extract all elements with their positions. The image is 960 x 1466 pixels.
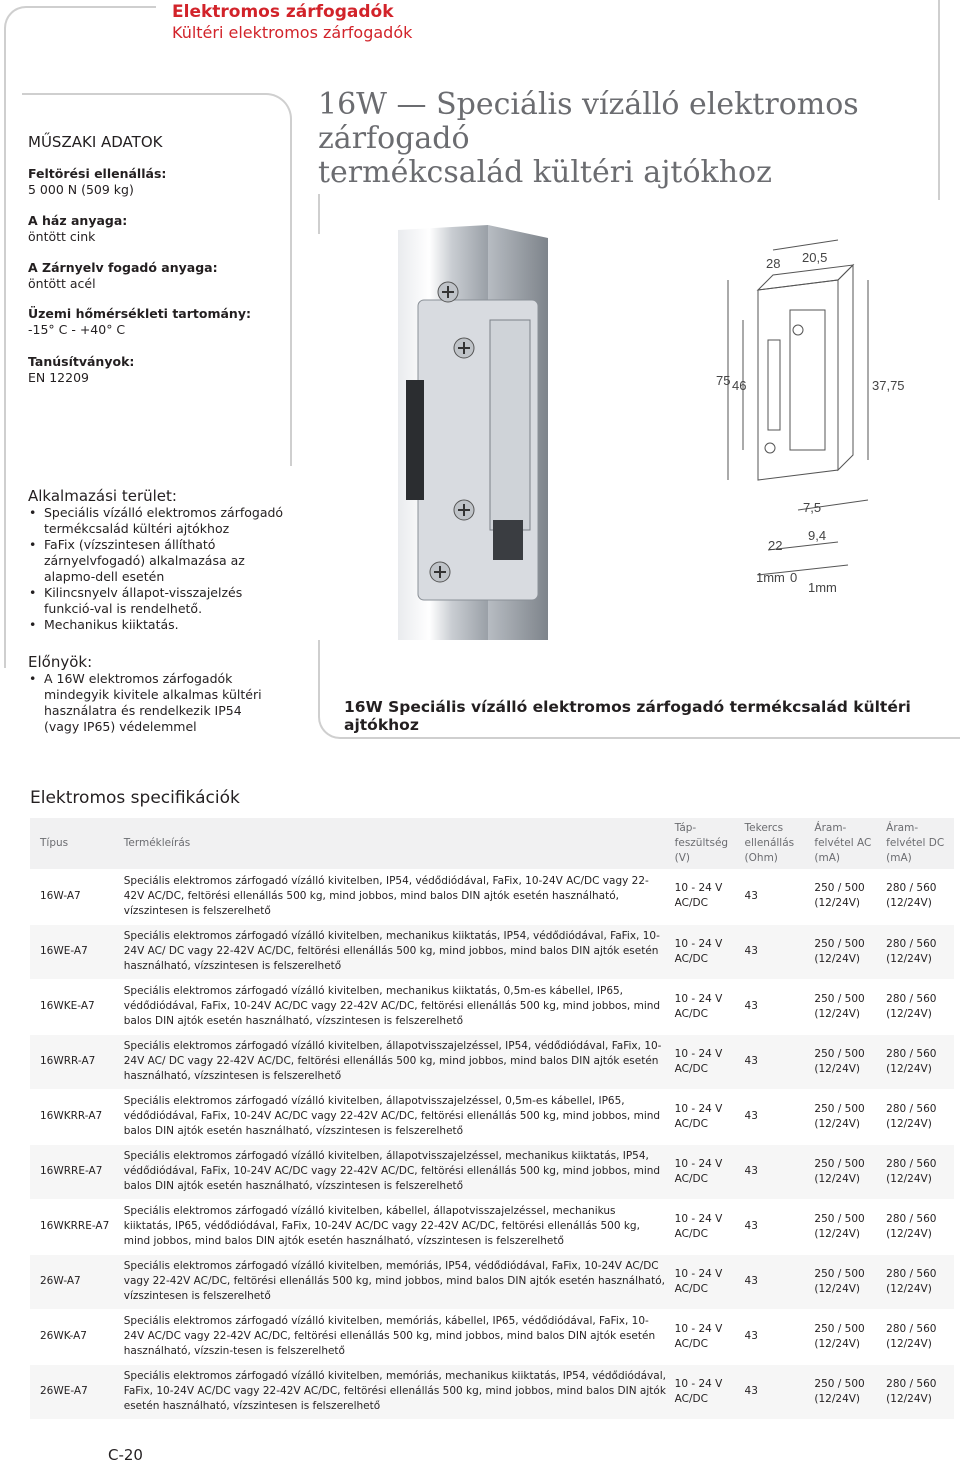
- cell-desc: Speciális elektromos zárfogadó vízálló kivitelben, mechanikus kiiktatás, IP54, védődiódával, FaFix, 10-24V AC/ DC vagy 22-42V AC/DC, feltörési ellenállás 500 kg, mind jobbos, mind balos DIN ajtók esetén használható, vízszintesen is felszerelhető: [120, 924, 671, 979]
- application-heading: Alkalmazási terület:: [28, 487, 177, 505]
- table-row: [30, 1089, 954, 1144]
- spec-value: 5 000 N (509 kg): [28, 182, 134, 197]
- cell-current-dc: 280 / 560 (12/24V): [882, 924, 954, 979]
- spec-value: -15° C - +40° C: [28, 322, 126, 337]
- cell-voltage: 10 - 24 V AC/DC: [671, 1199, 741, 1254]
- cell-current-ac: 250 / 500 (12/24V): [810, 869, 882, 924]
- application-section: [28, 487, 288, 633]
- application-bullet: • FaFix (vízszintesen állítható zárnyelvfogadó) alkalmazása az alapmo-dell esetén: [28, 537, 288, 585]
- cell-type: 16WKRRE-A7: [30, 1199, 120, 1254]
- dim-label: 37,75: [872, 378, 905, 393]
- latch-slot: [406, 380, 424, 500]
- application-bullet: • Kilincsnyelv állapot-visszajelzés funkció-val is rendelhető.: [28, 585, 288, 617]
- dim-label: 1mm: [808, 580, 837, 595]
- cell-resistance: 43: [741, 1254, 811, 1309]
- cell-resistance: 43: [741, 1199, 811, 1254]
- dim-label: 46: [732, 378, 747, 393]
- cell-current-dc: 280 / 560 (12/24V): [882, 1034, 954, 1089]
- fafix-block: [493, 520, 523, 560]
- cell-type: 16WE-A7: [30, 924, 120, 979]
- cell-current-ac: 250 / 500 (12/24V): [810, 979, 882, 1034]
- subcategory-title: Kültéri elektromos zárfogadók: [172, 23, 413, 42]
- product-title-line1: 16W — Speciális vízálló elektromos zárfogadó: [318, 87, 859, 156]
- spec-value: öntött acél: [28, 276, 96, 291]
- cell-current-ac: 250 / 500 (12/24V): [810, 1144, 882, 1199]
- cell-desc: Speciális elektromos zárfogadó vízálló kivitelben, kábellel, állapotvisszajelzéssel, mechanikus kiiktatás, IP65, védődiódával, FaFix, 10-24V AC/DC vagy 22-42V AC/DC, feltörési ellenállás 500 kg, mind jobbos, mind balos DIN ajtók esetén használható, vízszintesen is felszerelhető: [120, 1199, 671, 1254]
- cell-current-ac: 250 / 500 (12/24V): [810, 1254, 882, 1309]
- cell-desc: Speciális elektromos zárfogadó vízálló kivitelben, memóriás, mechanikus kiiktatás, IP54, védődiódával, FaFix, 10-24V AC/DC vagy 22-42V AC/DC, feltörési ellenállás 500 kg, mind jobbos, mind balos DIN ajtók esetén használható, vízszintesen is felszerelhető: [120, 1364, 671, 1419]
- table-row: [30, 1199, 954, 1254]
- right-frame-line: [938, 0, 940, 200]
- cell-desc: Speciális elektromos zárfogadó vízálló kivitelben, mechanikus kiiktatás, 0,5m-es kábellel, IP65, védődiódával, FaFix, 10-24V AC/DC vagy 22-42V AC/DC, feltörési ellenállás 500 kg, mind jobbos, mind balos DIN ajtók esetén használható, vízszintesen is felszerelhető: [120, 979, 671, 1034]
- cell-current-dc: 280 / 560 (12/24V): [882, 869, 954, 924]
- cell-desc: Speciális elektromos zárfogadó vízálló kivitelben, állapotvisszajelzéssel, mechanikus kiiktatás, IP54, védődiódával, FaFix, 10-24V AC/DC vagy 22-42V AC/DC, feltörési ellenállás 500 kg, mind jobbos, mind balos DIN ajtók esetén használható, vízszintesen is felszerelhető: [120, 1144, 671, 1199]
- cell-current-ac: 250 / 500 (12/24V): [810, 924, 882, 979]
- title-frame: [318, 194, 400, 234]
- spec-value: EN 12209: [28, 370, 89, 385]
- dim-label: 0: [790, 570, 798, 585]
- cell-desc: Speciális elektromos zárfogadó vízálló kivitelben, állapotvisszajelzéssel, 0,5m-es kábellel, IP65, védődiódával, FaFix, 10-24V AC/DC vagy 22-42V AC/DC, feltörési ellenállás 500 kg, mind jobbos, mind balos DIN ajtók esetén használható, vízszintesen is felszerelhető: [120, 1089, 671, 1144]
- cell-voltage: 10 - 24 V AC/DC: [671, 1089, 741, 1144]
- cell-resistance: 43: [741, 1144, 811, 1199]
- table-row: [30, 1364, 954, 1419]
- dim-label: 9,4: [808, 528, 827, 543]
- product-caption: 16W Speciális vízálló elektromos zárfogadó termékcsalád kültéri ajtókhoz: [344, 698, 911, 734]
- dim-label: 7,5: [803, 500, 822, 515]
- col-voltage: Táp-feszültség (V): [671, 818, 741, 869]
- cell-current-dc: 280 / 560 (12/24V): [882, 1254, 954, 1309]
- cell-current-dc: 280 / 560 (12/24V): [882, 979, 954, 1034]
- application-bullet: • Mechanikus kiiktatás.: [28, 617, 288, 633]
- table-row: [30, 979, 954, 1034]
- spec-table: [30, 818, 954, 1420]
- table-row: [30, 924, 954, 979]
- left-frame-line: [4, 28, 6, 668]
- cell-desc: Speciális elektromos zárfogadó vízálló kivitelben, állapotvisszajelzéssel, IP54, védődiódával, FaFix, 10-24V AC/ DC vagy 22-42V AC/DC, feltörési ellenállás 500 kg, mind jobbos, mind balos DIN ajtók esetén használható, vízszintesen is felszerelhető: [120, 1034, 671, 1089]
- cell-current-dc: 280 / 560 (12/24V): [882, 1199, 954, 1254]
- table-title: Elektromos specifikációk: [30, 788, 240, 808]
- cell-type: 26W-A7: [30, 1254, 120, 1309]
- advantages-bullet: • A 16W elektromos zárfogadók mindegyik kivitele alkalmas kültéri használatra és rendelkezik IP54 (vagy IP65) védelemmel: [28, 671, 268, 735]
- cell-voltage: 10 - 24 V AC/DC: [671, 979, 741, 1034]
- cell-current-ac: 250 / 500 (12/24V): [810, 1309, 882, 1364]
- spec-item: [28, 260, 218, 292]
- cell-desc: Speciális elektromos zárfogadó vízálló kivitelben, memóriás, IP54, védődiódával, FaFix, 10-24V AC/DC vagy 22-42V AC/DC, feltörési ellenállás 500 kg, mind jobbos, mind balos DIN ajtók esetén használható, vízszintesen is felszerelhető: [120, 1254, 671, 1309]
- spec-item: [28, 354, 134, 386]
- dim-label: 20,5: [802, 250, 828, 265]
- cell-type: 16WKE-A7: [30, 979, 120, 1034]
- cell-voltage: 10 - 24 V AC/DC: [671, 869, 741, 924]
- cell-resistance: 43: [741, 1034, 811, 1089]
- table-row: [30, 1254, 954, 1309]
- cell-resistance: 43: [741, 1089, 811, 1144]
- cell-desc: Speciális elektromos zárfogadó vízálló kivitelben, memóriás, kábellel, IP65, védődiódával, FaFix, 10-24V AC/DC vagy 22-42V AC/DC, feltörési ellenállás 500 kg, mind jobbos, mind balos DIN ajtók esetén használható, vízszin-tesen is felszerelhető: [120, 1309, 671, 1364]
- cell-resistance: 43: [741, 869, 811, 924]
- spec-item: [28, 213, 127, 245]
- spec-label: Tanúsítványok:: [28, 354, 135, 369]
- cell-type: 16WRRE-A7: [30, 1144, 120, 1199]
- spec-item: [28, 166, 166, 198]
- cell-voltage: 10 - 24 V AC/DC: [671, 1364, 741, 1419]
- cell-current-ac: 250 / 500 (12/24V): [810, 1199, 882, 1254]
- spec-label: A ház anyaga:: [28, 213, 128, 228]
- page-number: C-20: [108, 1446, 143, 1464]
- cell-current-dc: 280 / 560 (12/24V): [882, 1144, 954, 1199]
- cell-current-dc: 280 / 560 (12/24V): [882, 1364, 954, 1419]
- cell-voltage: 10 - 24 V AC/DC: [671, 1034, 741, 1089]
- cell-current-dc: 280 / 560 (12/24V): [882, 1309, 954, 1364]
- dim-label: 75: [716, 373, 731, 388]
- technical-drawing: [728, 240, 868, 575]
- cell-type: 16W-A7: [30, 869, 120, 924]
- cell-current-ac: 250 / 500 (12/24V): [810, 1364, 882, 1419]
- table-row: [30, 1144, 954, 1199]
- cell-resistance: 43: [741, 924, 811, 979]
- cell-desc: Speciális elektromos zárfogadó vízálló kivitelben, IP54, védődiódával, FaFix, 10-24V AC/DC vagy 22-42V AC/DC, feltörési ellenállás 500 kg, mind jobbos, mind balos DIN ajtók esetén használható, vízszintesen is felszerelhető: [120, 869, 671, 924]
- col-resistance: Tekercs ellenállás (Ohm): [741, 818, 811, 869]
- spec-label: Üzemi hőmérsékleti tartomány:: [28, 306, 251, 321]
- dim-label: 28: [766, 256, 781, 271]
- cell-resistance: 43: [741, 1309, 811, 1364]
- keeper-gate: [490, 320, 530, 530]
- spec-label: A Zárnyelv fogadó anyaga:: [28, 260, 218, 275]
- advantages-heading: Előnyök:: [28, 653, 93, 671]
- col-current-dc: Áram-felvétel DC (mA): [882, 818, 954, 869]
- cell-current-ac: 250 / 500 (12/24V): [810, 1034, 882, 1089]
- advantages-section: [28, 653, 268, 735]
- cell-voltage: 10 - 24 V AC/DC: [671, 1309, 741, 1364]
- table-header-row: [30, 818, 954, 869]
- cell-voltage: 10 - 24 V AC/DC: [671, 924, 741, 979]
- table-row: [30, 869, 954, 924]
- specs-heading: MŰSZAKI ADATOK: [28, 133, 163, 151]
- spec-label: Feltörési ellenállás:: [28, 166, 167, 181]
- category-title: Elektromos zárfogadók: [172, 2, 394, 22]
- application-bullet: • Speciális vízálló elektromos zárfogadó termékcsalád kültéri ajtókhoz: [28, 505, 288, 537]
- top-left-frame: [4, 6, 156, 88]
- cell-type: 26WK-A7: [30, 1309, 120, 1364]
- col-type: Típus: [30, 818, 120, 869]
- spec-value: öntött cink: [28, 229, 96, 244]
- table-row: [30, 1034, 954, 1089]
- col-current-ac: Áram-felvétel AC (mA): [810, 818, 882, 869]
- dim-label: 22: [768, 538, 783, 553]
- cell-current-ac: 250 / 500 (12/24V): [810, 1089, 882, 1144]
- col-desc: Termékleírás: [120, 818, 671, 869]
- cell-type: 26WE-A7: [30, 1364, 120, 1419]
- cell-resistance: 43: [741, 979, 811, 1034]
- cell-voltage: 10 - 24 V AC/DC: [671, 1254, 741, 1309]
- cell-resistance: 43: [741, 1364, 811, 1419]
- product-title-line2: termékcsalád kültéri ajtókhoz: [318, 155, 772, 190]
- dim-label: 1mm: [756, 570, 785, 585]
- product-image: [398, 220, 958, 640]
- cell-type: 16WKRR-A7: [30, 1089, 120, 1144]
- product-title: [318, 88, 938, 190]
- cell-type: 16WRR-A7: [30, 1034, 120, 1089]
- cell-current-dc: 280 / 560 (12/24V): [882, 1089, 954, 1144]
- table-row: [30, 1309, 954, 1364]
- cell-voltage: 10 - 24 V AC/DC: [671, 1144, 741, 1199]
- spec-item: [28, 306, 251, 338]
